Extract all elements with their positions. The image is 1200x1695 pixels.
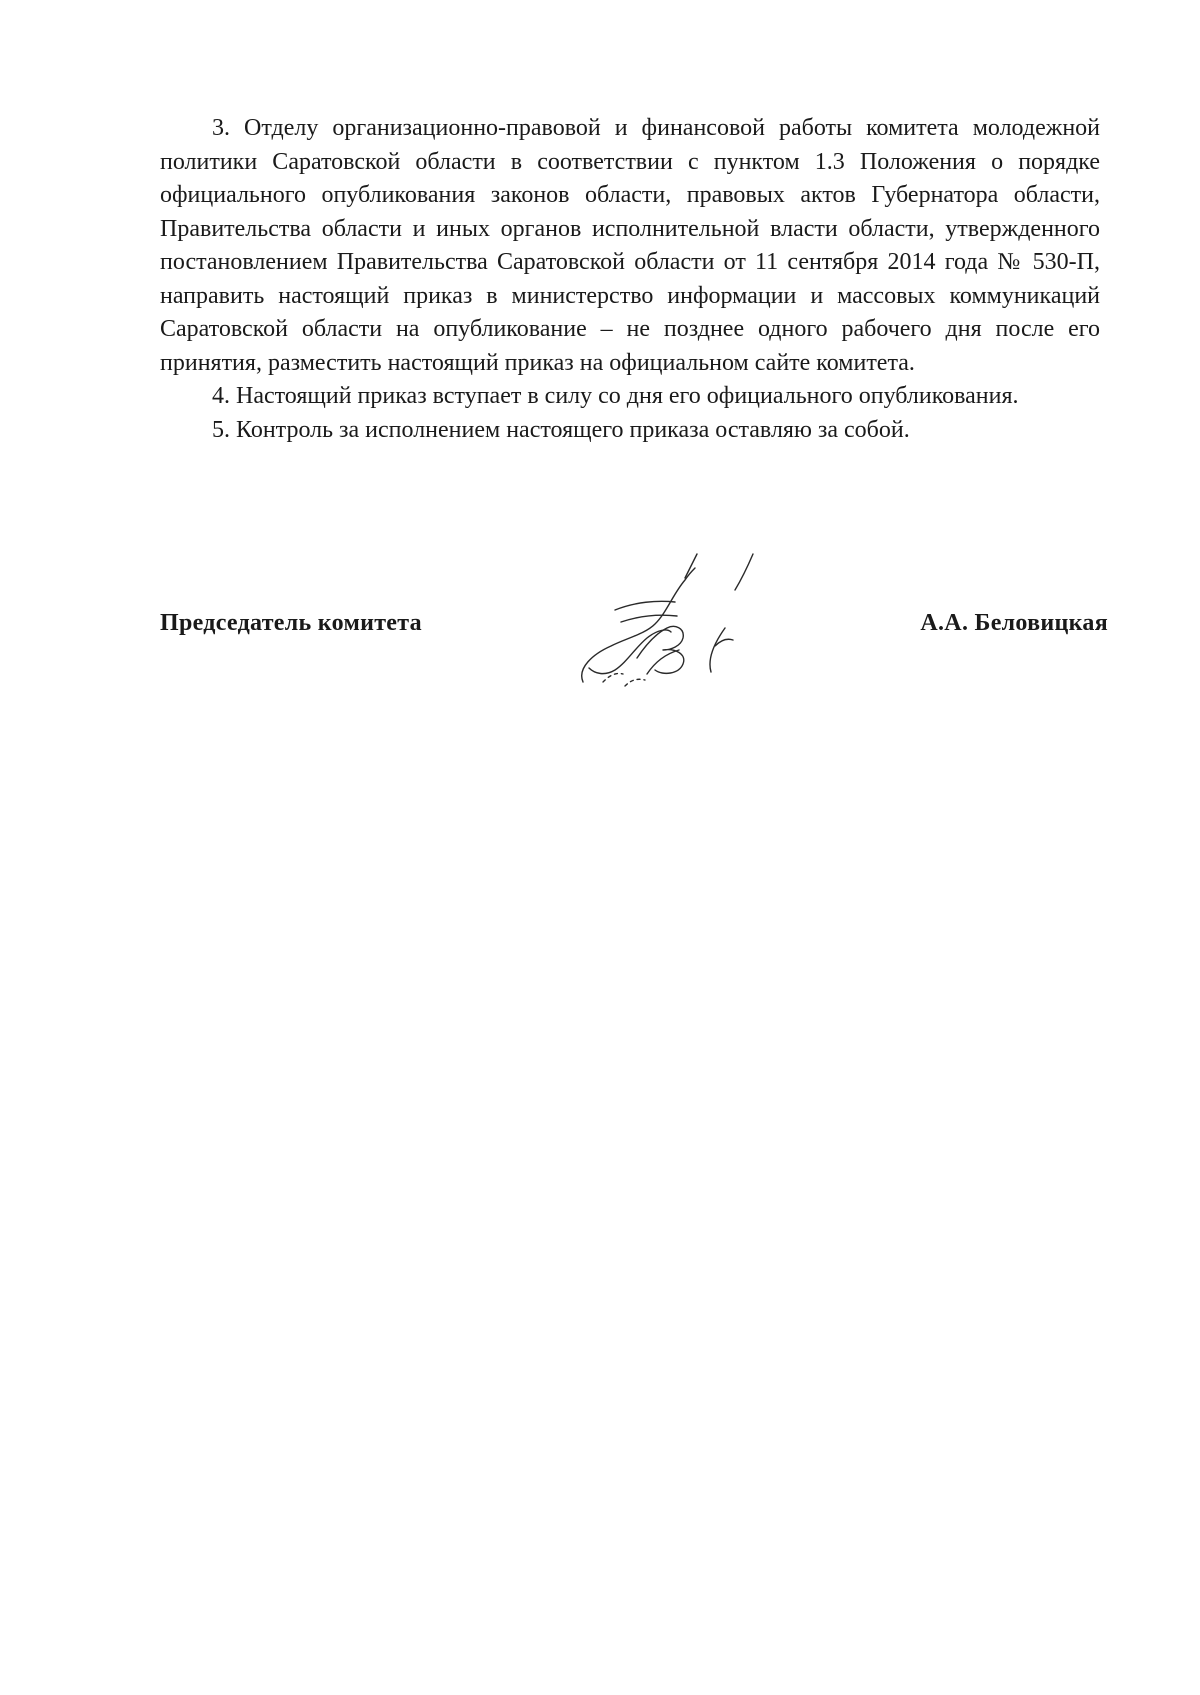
signatory-name: А.А. Беловицкая [920,610,1108,636]
paragraph-5: 5. Контроль за исполнением настоящего приказа оставляю за собой. [212,416,910,443]
handwritten-signature [575,550,835,700]
paragraph-4: 4. Настоящий приказ вступает в силу со дня его официального опубликования. [212,383,1019,409]
paragraph-3: 3. Отделу организационно-правовой и финансовой работы комитета молодежной политики Саратовской области в соответствии с пунктом 1.3 Положения о порядке официального опубликования законов области, правовых актов Губернатора области, Правительства области и иных органов исполнительной власти области, утвержденного постановлением Правительства Саратовской области от 11 сентября 2014 года № 530-П, направить настоящий приказ в министерство информации и массовых коммуникаций Саратовской области на опубликование – не позднее одного рабочего дня после его принятия, разместить настоящий приказ на официальном сайте комитета. [160,115,1100,376]
position-title: Председатель комитета [160,610,422,636]
document-body [160,112,1100,447]
